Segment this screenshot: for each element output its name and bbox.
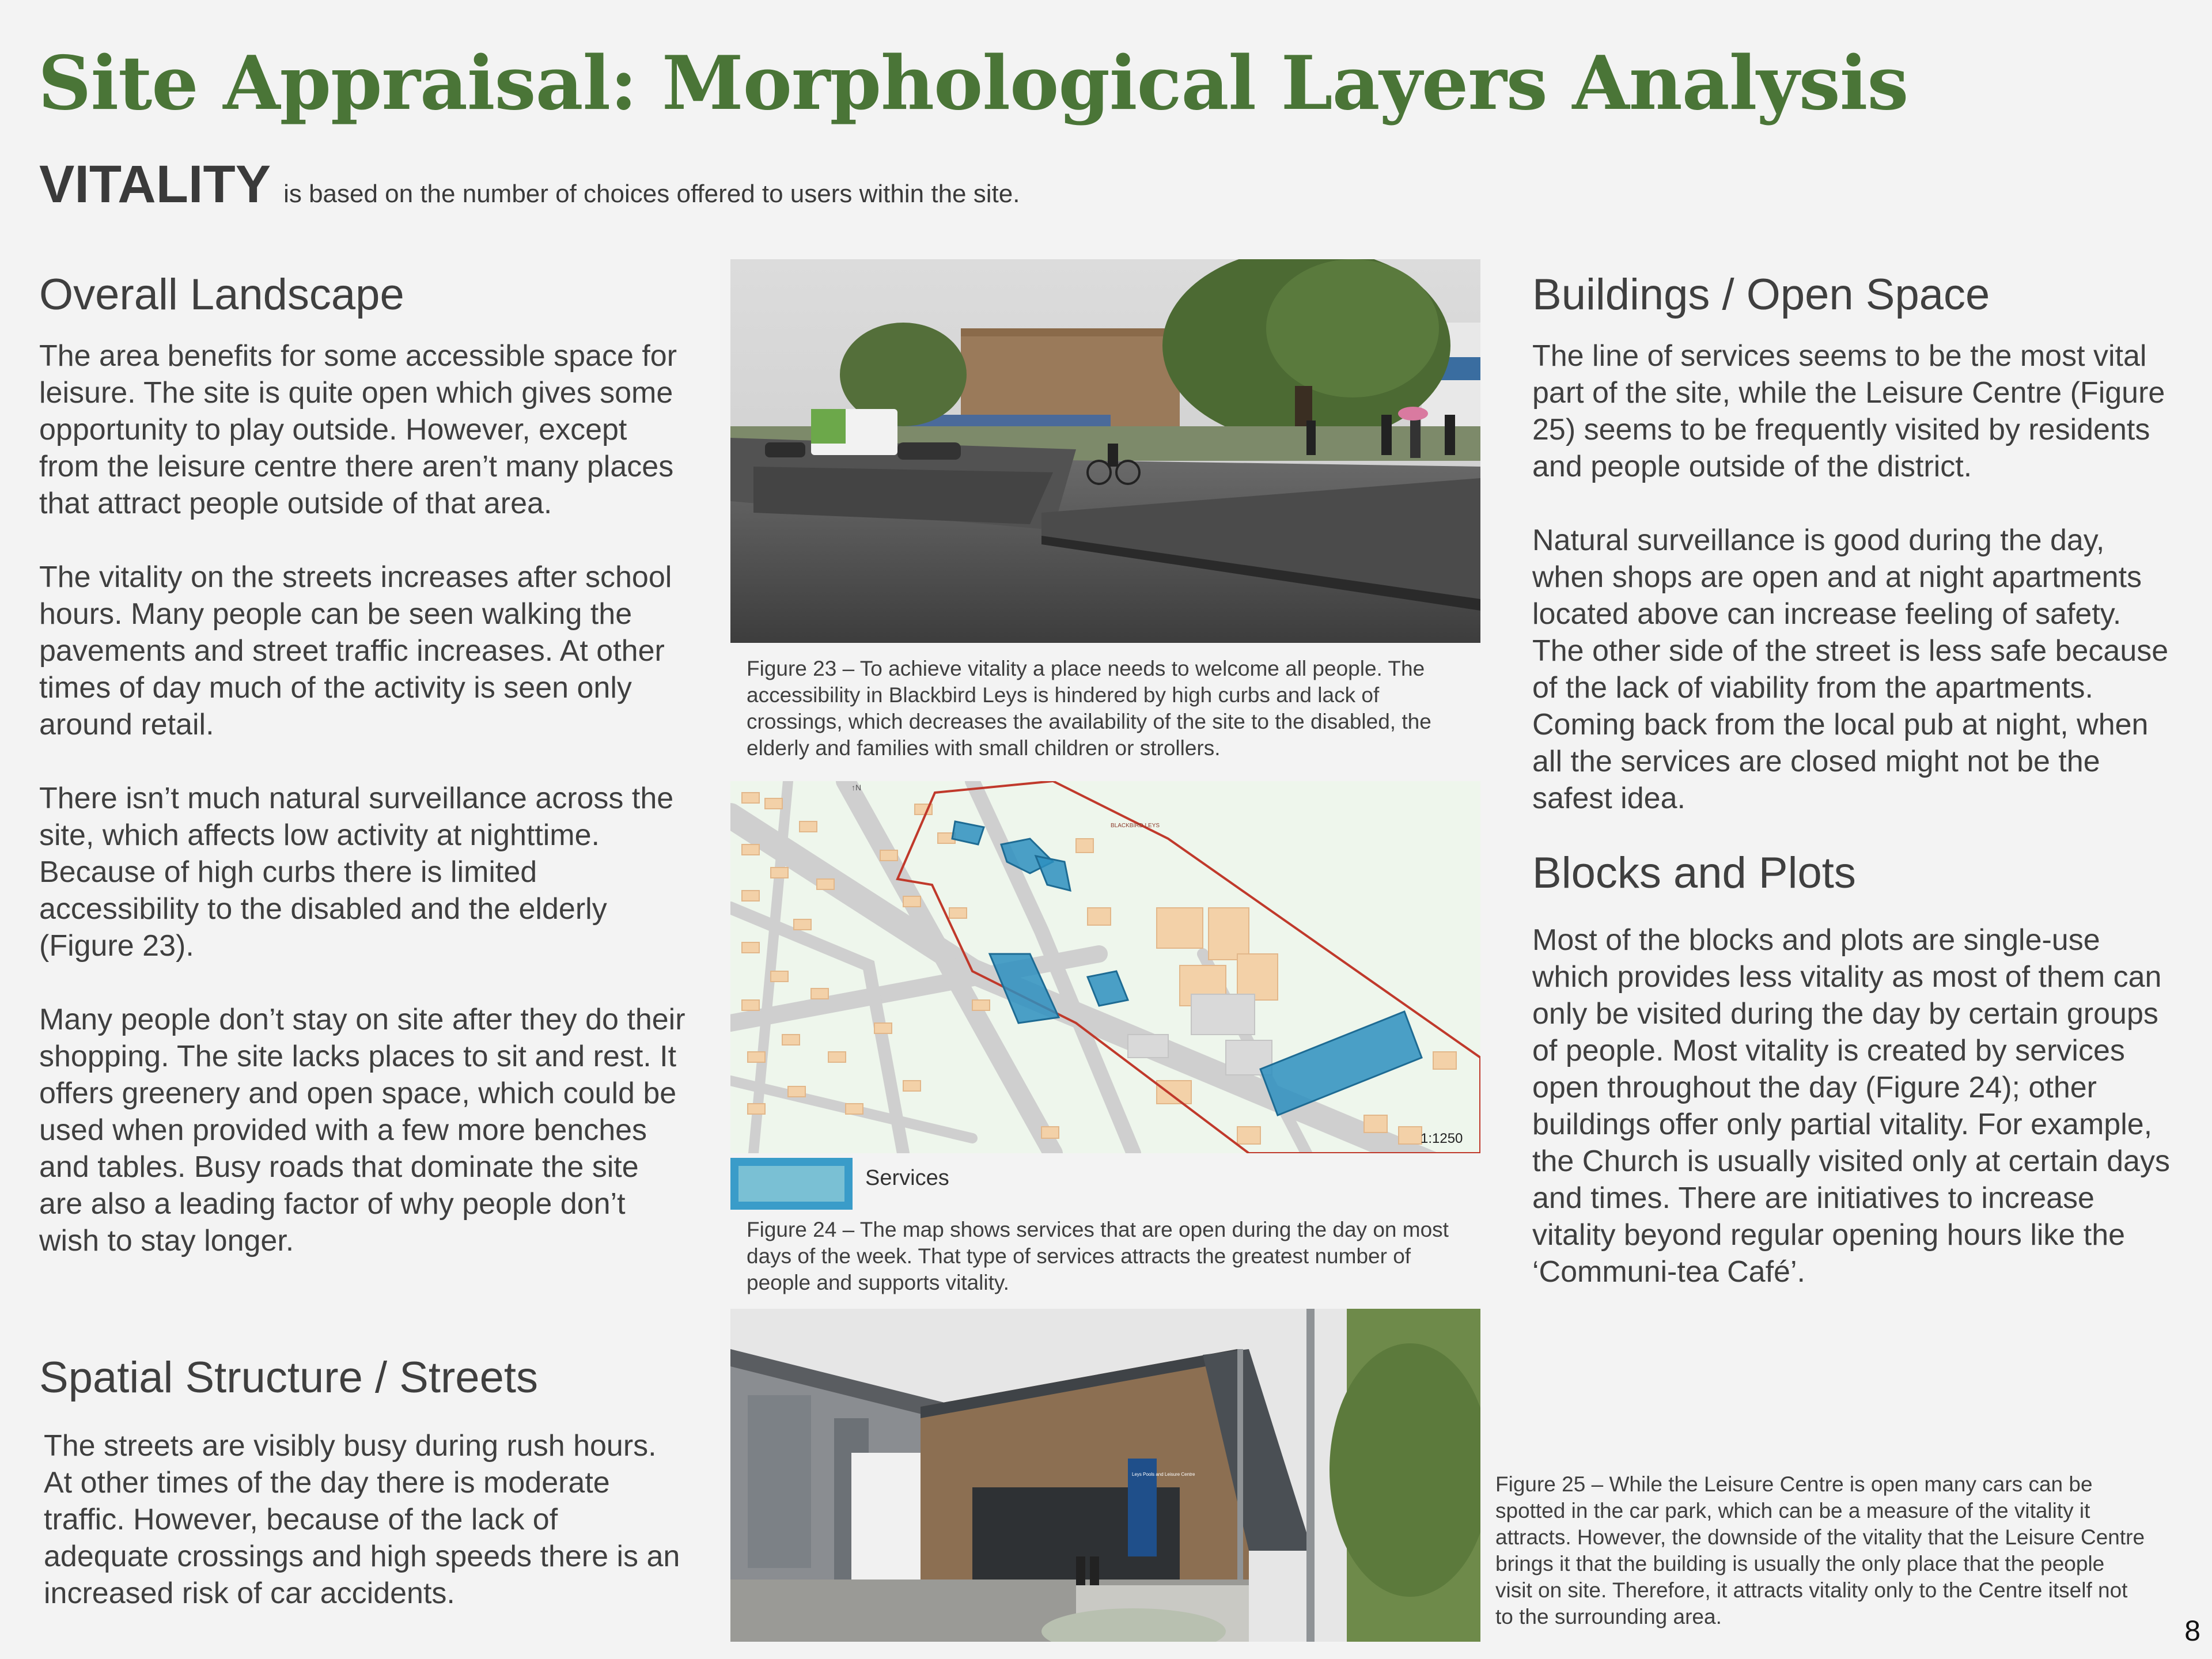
heading-blocks-and-plots: Blocks and Plots bbox=[1532, 849, 1856, 897]
intro-definition: is based on the number of choices offered to users within the site. bbox=[283, 180, 1020, 208]
buildings-open-space-text bbox=[1532, 338, 2177, 854]
figure-23-caption: Figure 23 – To achieve vitality a place needs to welcome all people. The accessibility in Blackbird Leys is hindered by high curbs and lack of crossings, which decreases the availability of the site to the disabled, the elderly and families with small children or strollers. bbox=[747, 657, 1431, 760]
intro-keyword: VITALITY bbox=[39, 155, 271, 214]
paragraph: The area benefits for some accessible space for leisure. The site is quite open which gives some opportunity to play outside. However, except from the leisure centre there aren’t many places that attract people outside of that area. bbox=[39, 339, 677, 520]
heading-buildings-open-space: Buildings / Open Space bbox=[1532, 270, 1990, 319]
figure-25-caption: Figure 25 – While the Leisure Centre is open many cars can be spotted in the car park, which can be a measure of the vitality it attracts. However, the downside of the vitality that the Leisure Centre brings it that the building is usually the only place that the people visit on site. Therefore, it attracts vitality only to the Centre itself not to the surrounding area. bbox=[1495, 1472, 2145, 1628]
legend-services-label: Services bbox=[865, 1166, 949, 1190]
map-scale: 1:1250 bbox=[1421, 1131, 1463, 1146]
heading-spatial-structure: Spatial Structure / Streets bbox=[39, 1353, 538, 1402]
paragraph: The vitality on the streets increases after school hours. Many people can be seen walking the pavements and street traffic increases. At other times of day much of the activity is seen only around retail. bbox=[39, 560, 672, 741]
page-number: 8 bbox=[2184, 1615, 2200, 1647]
paragraph: The line of services seems to be the most vital part of the site, while the Leisure Centre (Figure 25) seems to be frequently visited by residents and people outside of the district. bbox=[1532, 339, 2165, 483]
leisure-centre-photo-image bbox=[730, 1309, 1480, 1642]
map-area-label: BLACKBIRD LEYS bbox=[1111, 823, 1160, 829]
paragraph: Many people don’t stay on site after they do their shopping. The site lacks places to sit and rest. It offers greenery and open space, which could be used when provided with a few more benches and tables. Busy roads that dominate the site are also a leading factor of why people don’t wish to stay longer. bbox=[39, 1003, 685, 1257]
page-title: Site Appraisal: Morphological Layers Analysis bbox=[38, 40, 1908, 127]
paragraph: There isn’t much natural surveillance across the site, which affects low activity at nighttime. Because of high curbs there is limited accessibility to the disabled and the elderly (Figure 23). bbox=[39, 782, 674, 963]
figure-24-services-map bbox=[730, 781, 1480, 1153]
street-photo-image bbox=[730, 259, 1480, 643]
legend-services-swatch bbox=[730, 1158, 853, 1210]
figure-24-caption: Figure 24 – The map shows services that are open during the day on most days of the week. That type of services attracts the greatest number of people and supports vitality. bbox=[747, 1218, 1449, 1294]
blocks-and-plots-text: Most of the blocks and plots are single-use which provides less vitality as most of them can only be visited during the day by certain groups of people. Most vitality is created by services open throughout the day (Figure 24); other buildings offer only partial vitality. For example, the Church is usually visited only at certain days and times. There are initiatives to increase vitality beyond regular opening hours like the ‘Communi-tea Café’. bbox=[1532, 923, 2170, 1289]
intro-line bbox=[39, 154, 1020, 215]
spatial-structure-text: The streets are visibly busy during rush hours. At other times of the day there is moderate traffic. However, because of the lack of adequate crossings and high speeds there is an increased risk of car accidents. bbox=[44, 1429, 680, 1610]
paragraph: Natural surveillance is good during the day, when shops are open and at night apartments located above can increase feeling of safety. The other side of the street is less safe because of the lack of viability from the apartments. Coming back from the local pub at night, when all the services are closed might not be the safest idea. bbox=[1532, 524, 2169, 815]
overall-landscape-text bbox=[39, 338, 690, 1296]
heading-overall-landscape: Overall Landscape bbox=[39, 270, 404, 319]
north-arrow: ↑N bbox=[851, 783, 862, 792]
figure-25-leisure-centre-photo bbox=[730, 1309, 1480, 1642]
figure-23-street-photo bbox=[730, 259, 1480, 643]
leisure-centre-sign: Leys Pools and Leisure Centre bbox=[1132, 1472, 1195, 1477]
map-image bbox=[730, 781, 1480, 1153]
